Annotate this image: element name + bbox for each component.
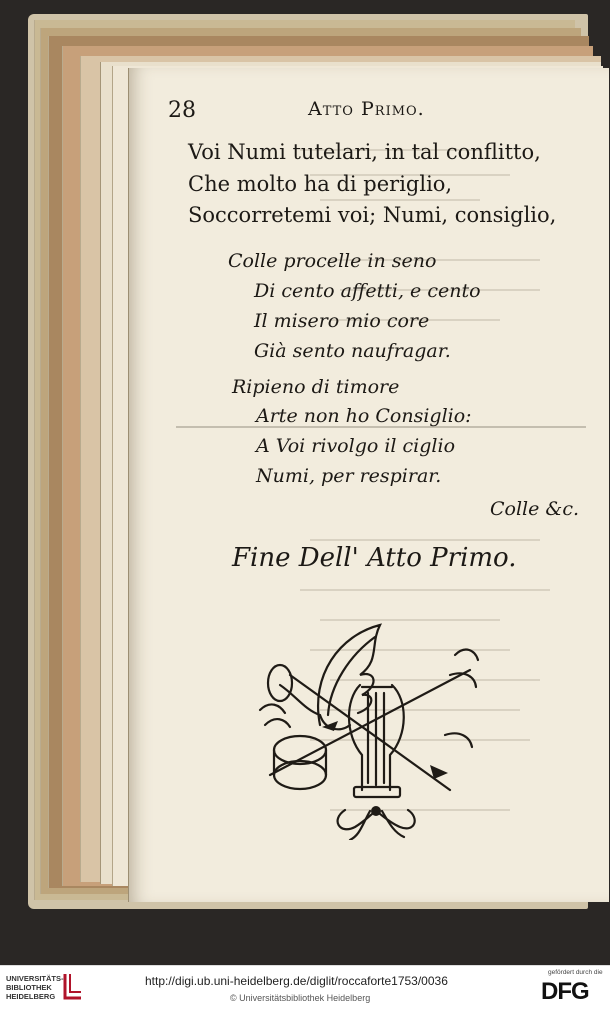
- aria-line: Il misero mio core: [254, 310, 430, 332]
- aria-line: Di cento affetti, e cento: [254, 280, 481, 302]
- verse-line: Soccorretemi voi; Numi, consiglio,: [188, 203, 557, 227]
- library-logo-icon: [62, 972, 84, 1004]
- page-shadow-line: [176, 426, 586, 428]
- permalink[interactable]: http://digi.ub.uni-heidelberg.de/diglit/roccaforte1753/0036: [145, 974, 448, 988]
- copyright-text: © Universitätsbibliothek Heidelberg: [230, 993, 371, 1003]
- funder-note: gefördert durch die: [548, 969, 603, 976]
- musical-trophy-ornament: [250, 615, 490, 840]
- aria-line: Numi, per respirar.: [256, 465, 442, 487]
- aria-line: Già sento naufragar.: [254, 340, 451, 362]
- aria-line: A Voi rivolgo il ciglio: [256, 435, 456, 457]
- library-logo-text: UNIVERSITÄTS- BIBLIOTHEK HEIDELBERG: [6, 974, 64, 1001]
- dfg-logo: DFG: [541, 978, 589, 1005]
- verse-line: Che molto ha di periglio,: [188, 172, 453, 196]
- act-closing: Fine Dell' Atto Primo.: [232, 543, 517, 573]
- running-head: Atto Primo.: [308, 98, 425, 120]
- verse-line: Voi Numi tutelari, in tal conflitto,: [188, 140, 541, 164]
- aria-line: Colle procelle in seno: [228, 250, 437, 272]
- page-number: 28: [168, 98, 196, 123]
- footer-bar: [0, 965, 610, 1011]
- aria-line: Arte non ho Consiglio:: [256, 405, 472, 427]
- aria-line: Ripieno di timore: [232, 376, 400, 398]
- da-capo-mark: Colle &c.: [490, 498, 580, 520]
